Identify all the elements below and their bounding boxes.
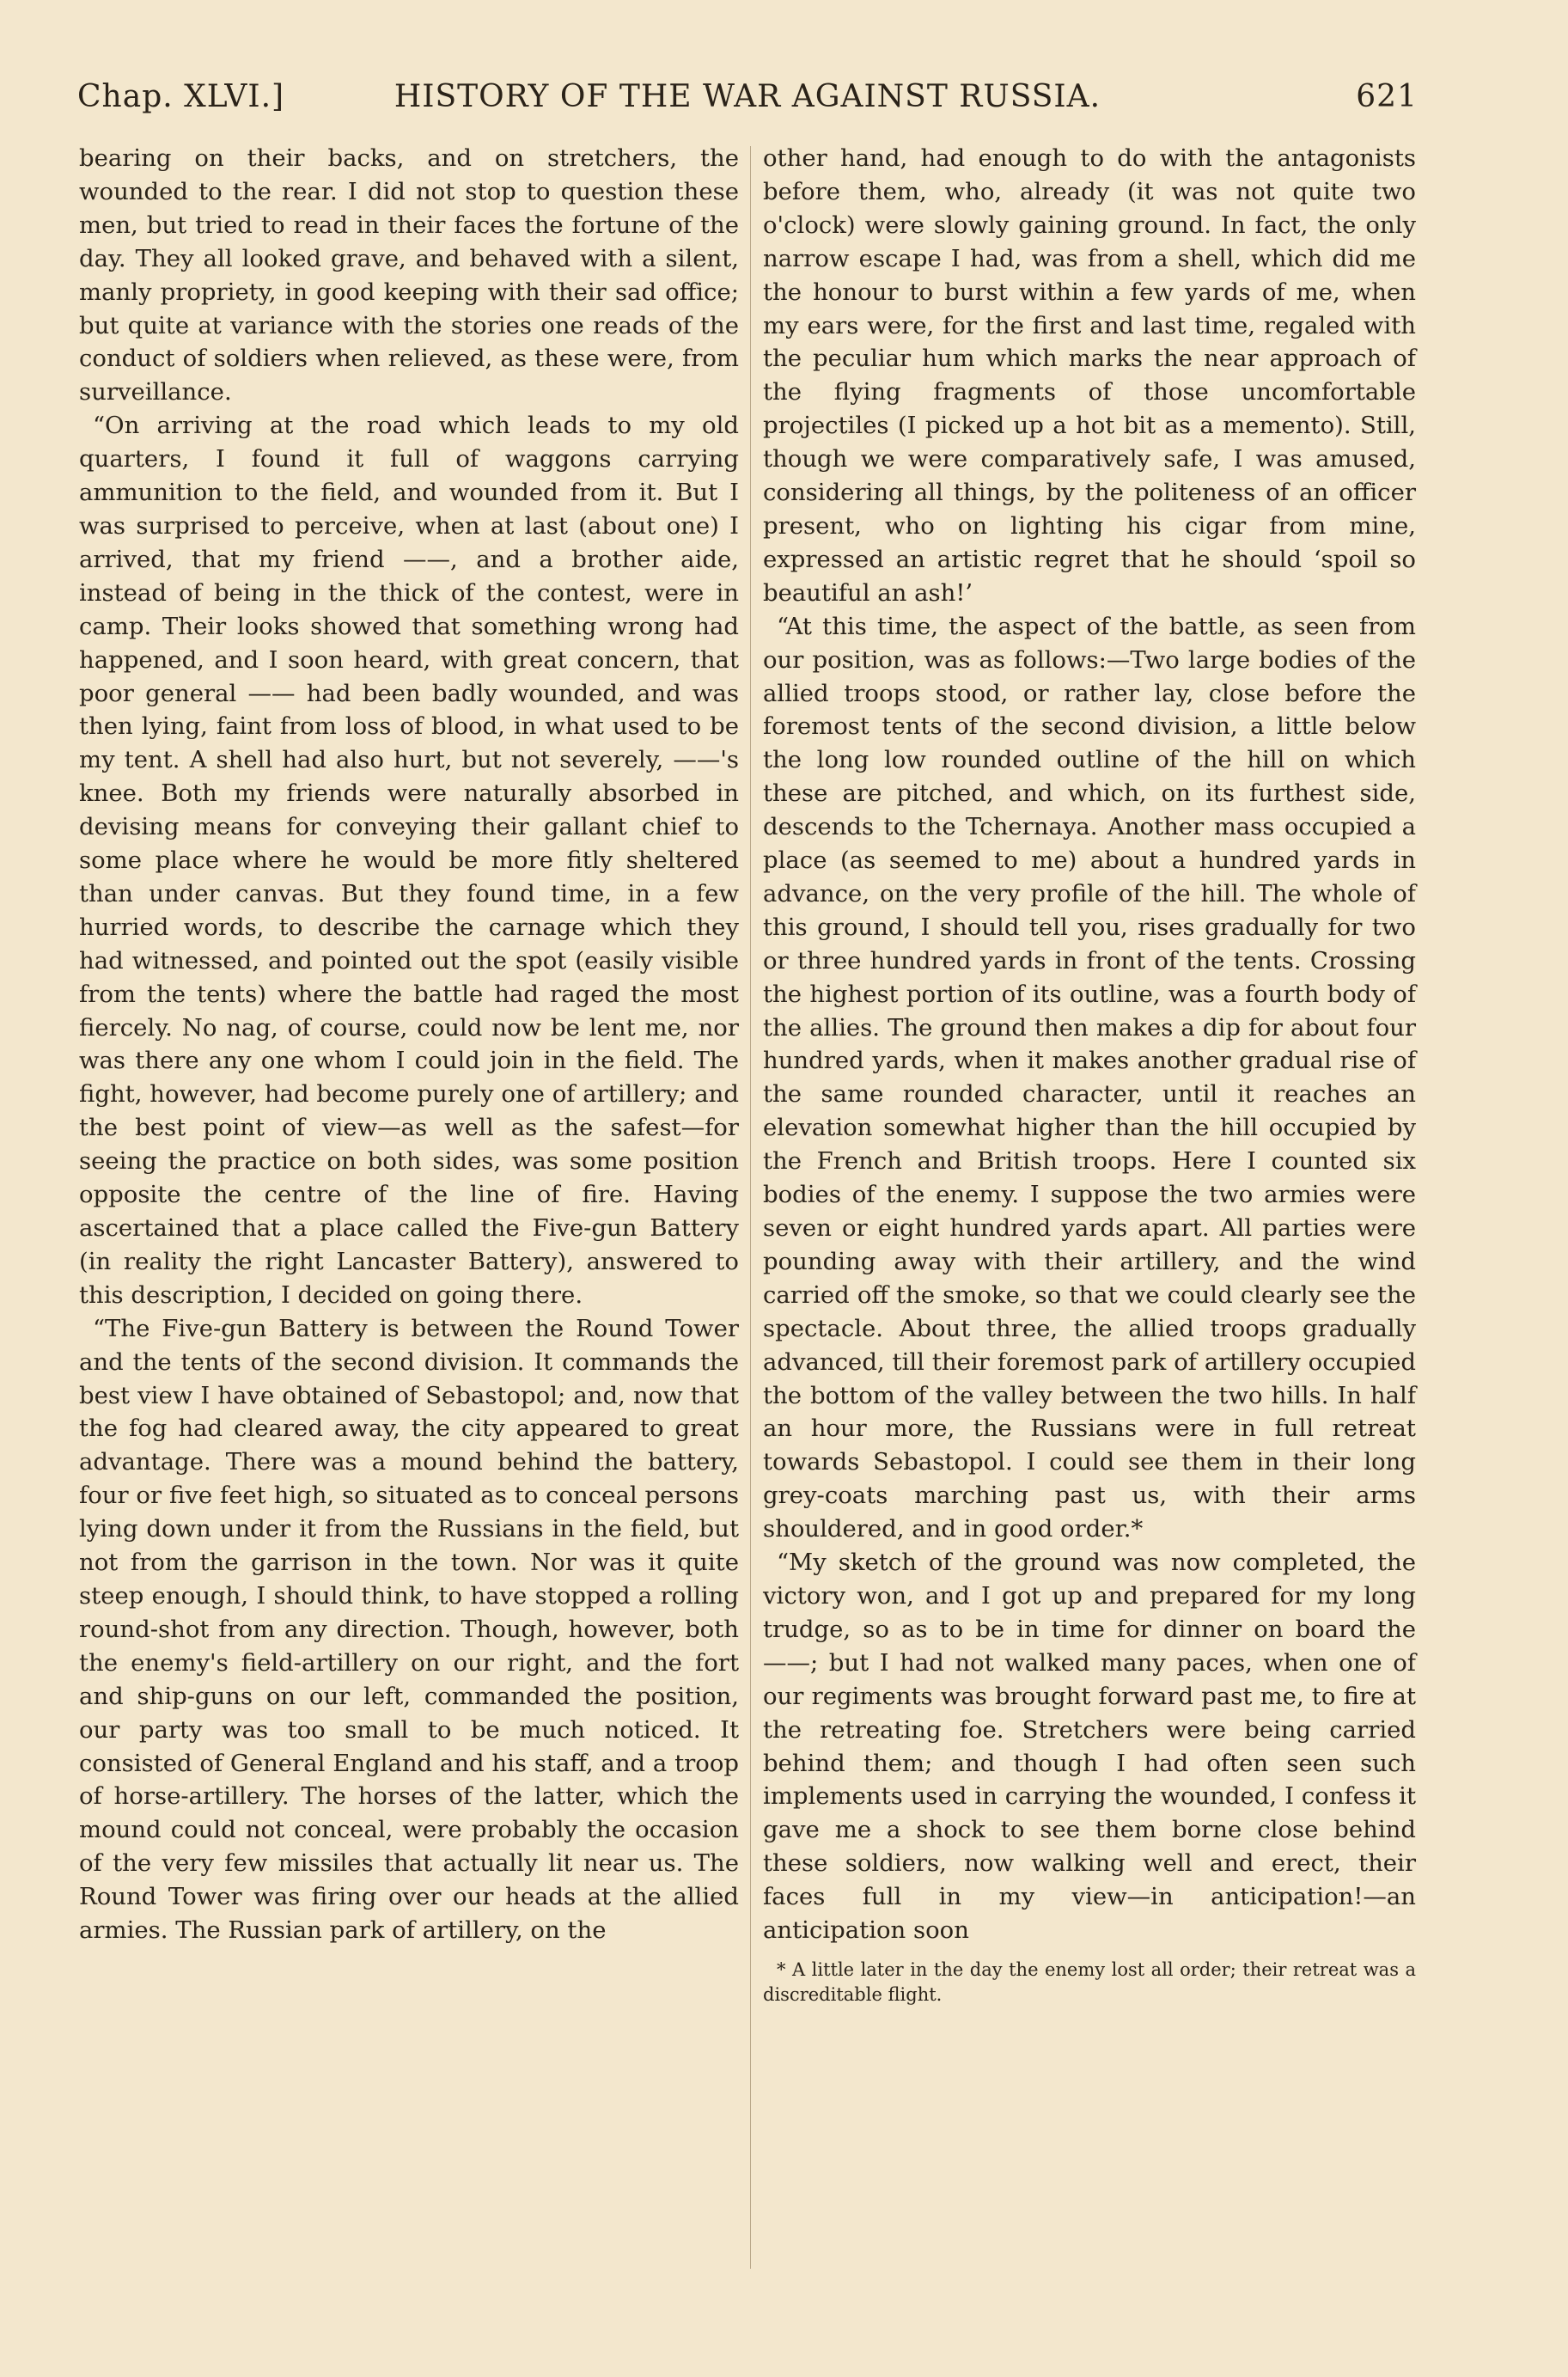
- paragraph: “On arriving at the road which leads to my old quarters, I found it full of waggons carrying ammunition to the field, and wounded from it. But I was surprised to perceive, when at last (about one) I arrived, that my friend ——, and a brother aide, instead of being in the thick of the contest, were in camp. Their looks showed that something wrong had happened, and I soon heard, with great concern, that poor general —— had been badly wounded, and was then lying, faint from loss of blood, in what used to be my tent. A shell had also hurt, but not severely, ——'s knee. Both my friends were naturally absorbed in devising means for conveying their gallant chief to some place where he would be more fitly sheltered than under canvas. But they found time, in a few hurried words, to describe the carnage which they had witnessed, and pointed out the spot (easily visible from the tents) where the battle had raged the most fiercely. No nag, of course, could now be lent me, nor was there any one whom I could join in the field. The fight, however, had become purely one of artillery; and the best point of view—as well as the safest—for seeing the practice on both sides, was some position opposite the centre of the line of fire. Having ascertained that a place called the Five-gun Battery (in reality the right Lancaster Battery), answered to this description, I decided on going there.: [79, 412, 739, 1309]
- running-head: [77, 79, 1418, 131]
- column-divider: [750, 146, 751, 2269]
- paragraph: bearing on their backs, and on stretchers, the wounded to the rear. I did not stop to question these men, but tried to read in their faces the fortune of the day. They all looked grave, and behaved with a silent, manly propriety, in good keeping with their sad office; but quite at variance with the stories one reads of the conduct of soldiers when relieved, as these were, from surveillance.: [79, 144, 739, 406]
- paragraph: “The Five-gun Battery is between the Round Tower and the tents of the second division. It commands the best view I have obtained of Sebastopol; and, now that the fog had cleared away, the city appeared to great advantage. There was a mound behind the battery, four or five feet high, so situated as to conceal persons lying down under it from the Russians in the field, but not from the garrison in the town. Nor was it quite steep enough, I should think, to have stopped a rolling round-shot from any direction. Though, however, both the enemy's field-artillery on our right, and the fort and ship-guns on our left, commanded the position, our party was too small to be much noticed. It consisted of General England and his staff, and a troop of horse-artillery. The horses of the latter, which the mound could not conceal, were probably the occasion of the very few missiles that actually lit near us. The Round Tower was firing over our heads at the allied armies. The Russian park of artillery, on the: [79, 1314, 739, 1945]
- left-column: [79, 142, 739, 1947]
- footnote: * A little later in the day the enemy lost all order; their retreat was a discreditable flight.: [763, 1958, 1416, 2005]
- paragraph: other hand, had enough to do with the antagonists before them, who, already (it was not quite two o'clock) were slowly gaining ground. In fact, the only narrow escape I had, was from a shell, which did me the honour to burst within a few yards of me, when my ears were, for the first and last time, regaled with the peculiar hum which marks the near approach of the flying fragments of those uncomfortable projectiles (I picked up a hot bit as a memento). Still, though we were comparatively safe, I was amused, considering all things, by the politeness of an officer present, who on lighting his cigar from mine, expressed an artistic regret that he should ‘spoil so beautiful an ash!’: [763, 144, 1416, 607]
- paragraph: “My sketch of the ground was now completed, the victory won, and I got up and prepared for my long trudge, so as to be in time for dinner on board the ——; but I had not walked many paces, when one of our regiments was brought forward past me, to fire at the retreating foe. Stretchers were being carried behind them; and though I had often seen such implements used in carrying the wounded, I confess it gave me a shock to see them borne close behind these soldiers, now walking well and erect, their faces full in my view—in anticipation!—an anticipation soon: [763, 1549, 1416, 1945]
- page-number: 621: [1356, 79, 1418, 114]
- chapter-label: Chap. XLVI.]: [77, 79, 285, 114]
- running-title: HISTORY OF THE WAR AGAINST RUSSIA.: [394, 79, 1101, 114]
- right-column: [763, 142, 1416, 2007]
- paragraph: “At this time, the aspect of the battle, as seen from our position, was as follows:—Two large bodies of the allied troops stood, or rather lay, close before the foremost tents of the second division, a little below the long low rounded outline of the hill on which these are pitched, and which, on its furthest side, descends to the Tchernaya. Another mass occupied a place (as seemed to me) about a hundred yards in advance, on the very profile of the hill. The whole of this ground, I should tell you, rises gradually for two or three hundred yards in front of the tents. Crossing the highest portion of its outline, was a fourth body of the allies. The ground then makes a dip for about four hundred yards, when it makes another gradual rise of the same rounded character, until it reaches an elevation somewhat higher than the hill occupied by the French and British troops. Here I counted six bodies of the enemy. I suppose the two armies were seven or eight hundred yards apart. All parties were pounding away with their artillery, and the wind carried off the smoke, so that we could clearly see the spectacle. About three, the allied troops gradually advanced, till their foremost park of artillery occupied the bottom of the valley between the two hills. In half an hour more, the Russians were in full retreat towards Sebastopol. I could see them in their long grey-coats marching past us, with their arms shouldered, and in good order.*: [763, 612, 1416, 1543]
